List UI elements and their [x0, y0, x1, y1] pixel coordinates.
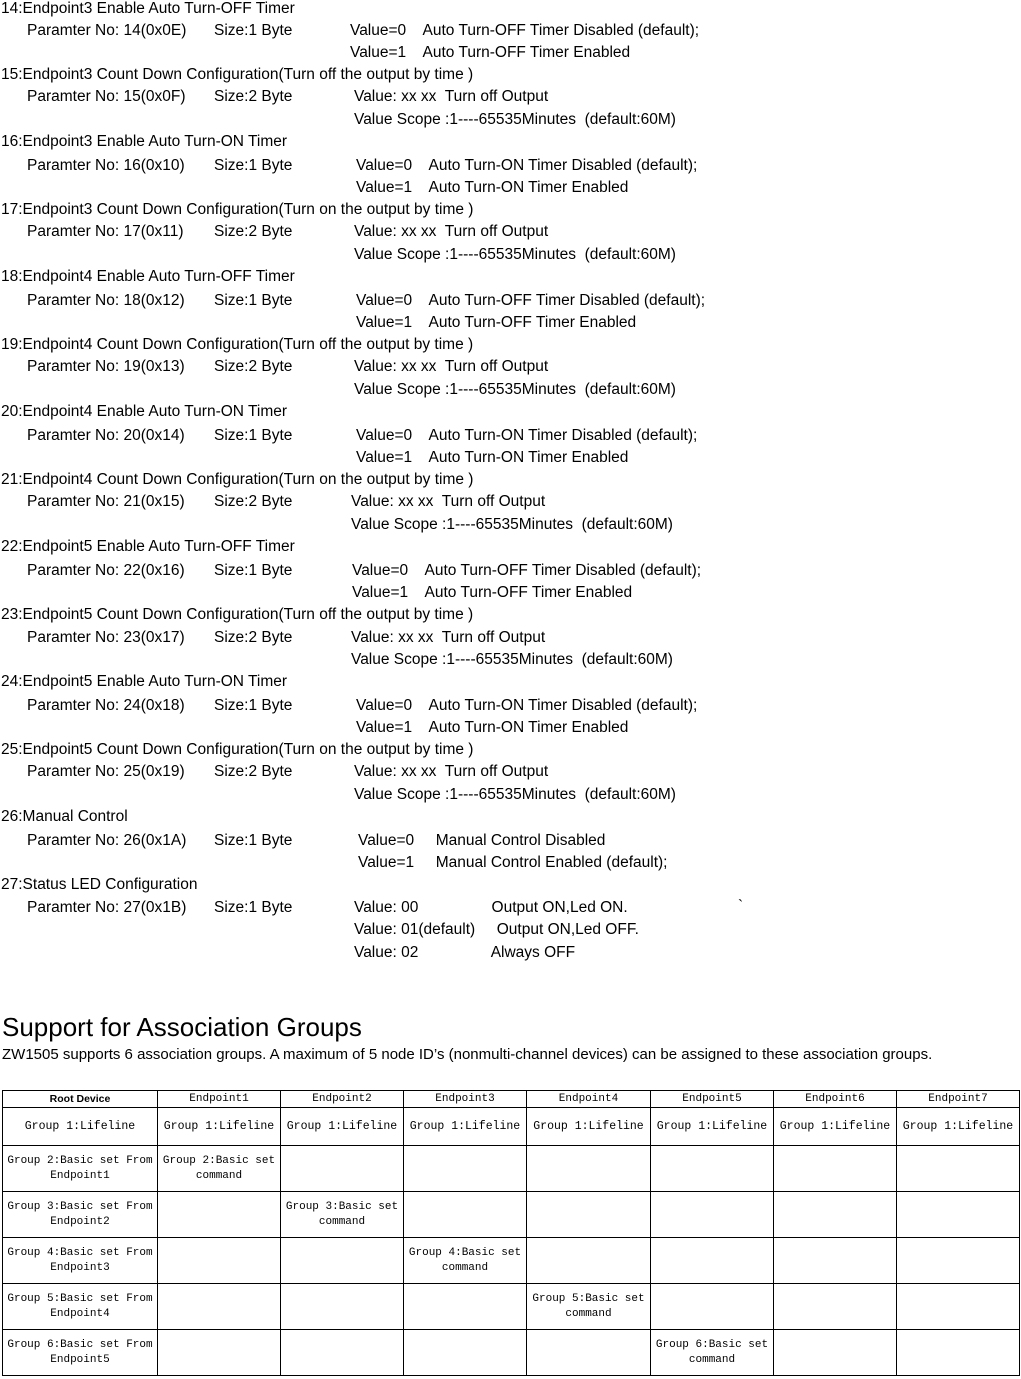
- empty-cell: [651, 1192, 774, 1238]
- param-value: Value: xx xx Turn off Output: [354, 358, 549, 375]
- empty-cell: [774, 1330, 897, 1376]
- endpoint-group-cell: Group 2:Basic set command: [158, 1146, 281, 1192]
- param-value: Value=0 Auto Turn-ON Timer Disabled (default);: [356, 427, 698, 444]
- lifeline-cell: Group 1:Lifeline: [774, 1108, 897, 1146]
- param-number: Paramter No: 22(0x16): [27, 562, 185, 579]
- empty-cell: [897, 1238, 1020, 1284]
- empty-cell: [281, 1238, 404, 1284]
- header-endpoint2: Endpoint2: [281, 1091, 404, 1108]
- param-title: 17:Endpoint3 Count Down Configuration(Turn on the output by time ): [1, 201, 474, 218]
- param-title: 25:Endpoint5 Count Down Configuration(Turn on the output by time ): [1, 741, 474, 758]
- header-endpoint1: Endpoint1: [158, 1091, 281, 1108]
- param-value: Value: xx xx Turn off Output: [351, 629, 546, 646]
- empty-cell: [404, 1330, 527, 1376]
- param-number: Paramter No: 15(0x0F): [27, 88, 186, 105]
- endpoint-group-cell: Group 4:Basic set command: [404, 1238, 527, 1284]
- param-number: Paramter No: 16(0x10): [27, 157, 185, 174]
- empty-cell: [404, 1192, 527, 1238]
- empty-cell: [158, 1192, 281, 1238]
- table-header-row: [3, 1091, 1020, 1108]
- empty-cell: [527, 1330, 651, 1376]
- empty-cell: [404, 1284, 527, 1330]
- param-value: Value Scope :1----65535Minutes (default:60M): [354, 786, 676, 803]
- endpoint-group-cell: Group 5:Basic set command: [527, 1284, 651, 1330]
- endpoint-group-cell: Group 3:Basic set command: [281, 1192, 404, 1238]
- param-size: Size:1 Byte: [214, 562, 293, 579]
- empty-cell: [527, 1238, 651, 1284]
- empty-cell: [404, 1146, 527, 1192]
- param-value: Value=1 Auto Turn-ON Timer Enabled: [356, 449, 629, 466]
- param-size: Size:2 Byte: [214, 629, 293, 646]
- param-value: Value=1 Auto Turn-ON Timer Enabled: [356, 179, 629, 196]
- param-value: Value: 00 Output ON,Led ON.: [354, 899, 628, 916]
- param-title: 18:Endpoint4 Enable Auto Turn-OFF Timer: [1, 268, 295, 285]
- association-intro: ZW1505 supports 6 association groups. A maximum of 5 node ID’s (nonmulti-channel devices) can be assigned to these association groups.: [2, 1046, 933, 1063]
- root-group-cell: Group 3:Basic set From Endpoint2: [3, 1192, 158, 1238]
- table-row: [3, 1238, 1020, 1284]
- table-row: [3, 1330, 1020, 1376]
- association-table: [2, 1090, 1020, 1376]
- empty-cell: [158, 1330, 281, 1376]
- stray-mark: `: [738, 898, 744, 915]
- param-number: Paramter No: 18(0x12): [27, 292, 185, 309]
- param-value: Value=0 Manual Control Disabled: [358, 832, 606, 849]
- empty-cell: [774, 1192, 897, 1238]
- param-value: Value: xx xx Turn off Output: [354, 88, 549, 105]
- param-size: Size:1 Byte: [214, 292, 293, 309]
- param-title: 20:Endpoint4 Enable Auto Turn-ON Timer: [1, 403, 288, 420]
- param-number: Paramter No: 25(0x19): [27, 763, 185, 780]
- param-title: 24:Endpoint5 Enable Auto Turn-ON Timer: [1, 673, 288, 690]
- table-row: [3, 1284, 1020, 1330]
- param-value: Value Scope :1----65535Minutes (default:60M): [354, 246, 676, 263]
- lifeline-cell: Group 1:Lifeline: [158, 1108, 281, 1146]
- param-value: Value: xx xx Turn off Output: [354, 223, 549, 240]
- param-value: Value Scope :1----65535Minutes (default:60M): [351, 651, 673, 668]
- lifeline-cell: Group 1:Lifeline: [281, 1108, 404, 1146]
- param-size: Size:2 Byte: [214, 358, 293, 375]
- empty-cell: [897, 1284, 1020, 1330]
- endpoint-group-cell: Group 6:Basic set command: [651, 1330, 774, 1376]
- param-size: Size:1 Byte: [214, 899, 293, 916]
- param-value: Value=0 Auto Turn-ON Timer Disabled (default);: [356, 157, 698, 174]
- param-size: Size:1 Byte: [214, 22, 293, 39]
- param-number: Paramter No: 27(0x1B): [27, 899, 187, 916]
- param-title: 22:Endpoint5 Enable Auto Turn-OFF Timer: [1, 538, 295, 555]
- header-endpoint6: Endpoint6: [774, 1091, 897, 1108]
- param-number: Paramter No: 19(0x13): [27, 358, 185, 375]
- param-title: 19:Endpoint4 Count Down Configuration(Turn off the output by time ): [1, 336, 474, 353]
- param-title: 14:Endpoint3 Enable Auto Turn-OFF Timer: [1, 0, 295, 17]
- empty-cell: [527, 1146, 651, 1192]
- empty-cell: [897, 1146, 1020, 1192]
- root-group-cell: Group 5:Basic set From Endpoint4: [3, 1284, 158, 1330]
- param-size: Size:1 Byte: [214, 157, 293, 174]
- param-size: Size:1 Byte: [214, 832, 293, 849]
- empty-cell: [158, 1238, 281, 1284]
- param-number: Paramter No: 17(0x11): [27, 223, 184, 240]
- empty-cell: [281, 1284, 404, 1330]
- association-heading: Support for Association Groups: [2, 1012, 362, 1042]
- param-number: Paramter No: 23(0x17): [27, 629, 185, 646]
- param-title: 15:Endpoint3 Count Down Configuration(Turn off the output by time ): [1, 66, 474, 83]
- empty-cell: [897, 1192, 1020, 1238]
- header-root-device: Root Device: [3, 1091, 158, 1108]
- table-row: [3, 1192, 1020, 1238]
- lifeline-cell: Group 1:Lifeline: [651, 1108, 774, 1146]
- empty-cell: [651, 1238, 774, 1284]
- param-value: Value=0 Auto Turn-OFF Timer Disabled (default);: [352, 562, 702, 579]
- param-size: Size:2 Byte: [214, 763, 293, 780]
- param-title: 26:Manual Control: [1, 808, 128, 825]
- empty-cell: [158, 1284, 281, 1330]
- param-size: Size:1 Byte: [214, 427, 293, 444]
- empty-cell: [651, 1284, 774, 1330]
- param-title: 16:Endpoint3 Enable Auto Turn-ON Timer: [1, 133, 288, 150]
- header-endpoint5: Endpoint5: [651, 1091, 774, 1108]
- root-group-cell: Group 6:Basic set From Endpoint5: [3, 1330, 158, 1376]
- param-value: Value=0 Auto Turn-OFF Timer Disabled (default);: [350, 22, 700, 39]
- header-endpoint4: Endpoint4: [527, 1091, 651, 1108]
- param-size: Size:2 Byte: [214, 88, 293, 105]
- table-row: [3, 1146, 1020, 1192]
- param-value: Value: xx xx Turn off Output: [354, 763, 549, 780]
- lifeline-cell: Group 1:Lifeline: [897, 1108, 1020, 1146]
- empty-cell: [774, 1238, 897, 1284]
- param-value: Value: xx xx Turn off Output: [351, 493, 546, 510]
- header-endpoint7: Endpoint7: [897, 1091, 1020, 1108]
- param-value: Value=1 Auto Turn-OFF Timer Enabled: [350, 44, 631, 61]
- empty-cell: [281, 1330, 404, 1376]
- param-value: Value=1 Auto Turn-OFF Timer Enabled: [356, 314, 637, 331]
- empty-cell: [774, 1284, 897, 1330]
- param-title: 23:Endpoint5 Count Down Configuration(Turn off the output by time ): [1, 606, 474, 623]
- param-size: Size:2 Byte: [214, 493, 293, 510]
- param-number: Paramter No: 21(0x15): [27, 493, 185, 510]
- param-value: Value=1 Manual Control Enabled (default);: [358, 854, 668, 871]
- param-value: Value Scope :1----65535Minutes (default:60M): [354, 381, 676, 398]
- empty-cell: [774, 1146, 897, 1192]
- param-number: Paramter No: 24(0x18): [27, 697, 185, 714]
- empty-cell: [281, 1146, 404, 1192]
- param-value: Value: 01(default) Output ON,Led OFF.: [354, 921, 639, 938]
- param-value: Value=1 Auto Turn-ON Timer Enabled: [356, 719, 629, 736]
- param-value: Value=1 Auto Turn-OFF Timer Enabled: [352, 584, 633, 601]
- lifeline-cell: Group 1:Lifeline: [527, 1108, 651, 1146]
- param-title: 21:Endpoint4 Count Down Configuration(Turn on the output by time ): [1, 471, 474, 488]
- param-size: Size:2 Byte: [214, 223, 293, 240]
- param-title: 27:Status LED Configuration: [1, 876, 198, 893]
- empty-cell: [651, 1146, 774, 1192]
- lifeline-cell: Group 1:Lifeline: [3, 1108, 158, 1146]
- empty-cell: [897, 1330, 1020, 1376]
- param-number: Paramter No: 20(0x14): [27, 427, 185, 444]
- param-value: Value=0 Auto Turn-ON Timer Disabled (default);: [356, 697, 698, 714]
- lifeline-row: [3, 1108, 1020, 1146]
- lifeline-cell: Group 1:Lifeline: [404, 1108, 527, 1146]
- header-endpoint3: Endpoint3: [404, 1091, 527, 1108]
- param-value: Value Scope :1----65535Minutes (default:60M): [351, 516, 673, 533]
- root-group-cell: Group 2:Basic set From Endpoint1: [3, 1146, 158, 1192]
- param-value: Value: 02 Always OFF: [354, 944, 576, 961]
- param-number: Paramter No: 14(0x0E): [27, 22, 187, 39]
- root-group-cell: Group 4:Basic set From Endpoint3: [3, 1238, 158, 1284]
- param-value: Value=0 Auto Turn-OFF Timer Disabled (default);: [356, 292, 706, 309]
- param-size: Size:1 Byte: [214, 697, 293, 714]
- param-number: Paramter No: 26(0x1A): [27, 832, 187, 849]
- empty-cell: [527, 1192, 651, 1238]
- param-value: Value Scope :1----65535Minutes (default:60M): [354, 111, 676, 128]
